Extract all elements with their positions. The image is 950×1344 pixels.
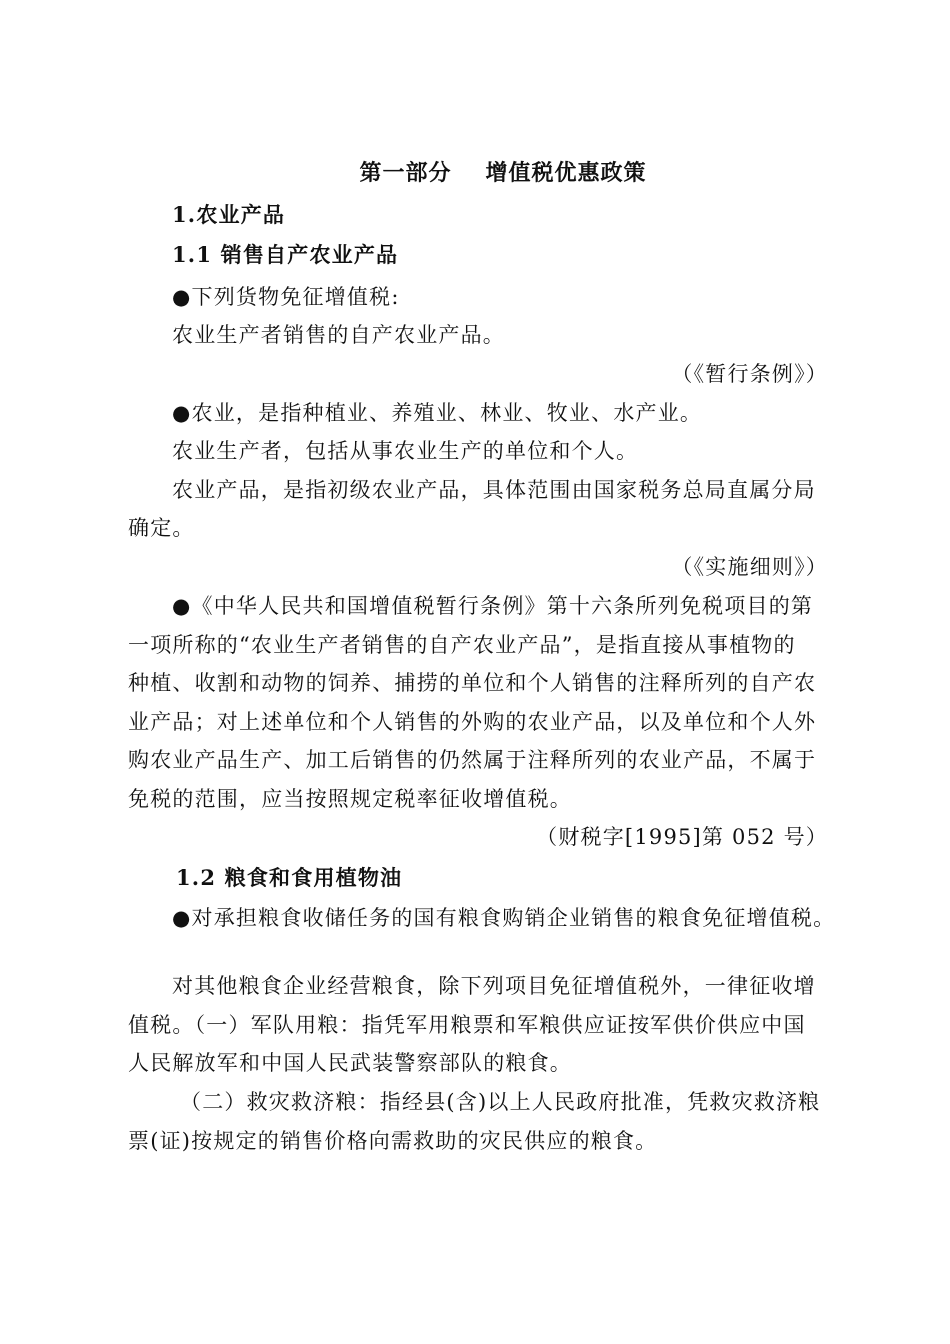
citation: （《暂行条例》） bbox=[671, 362, 828, 386]
title-main: 增值税优惠政策 bbox=[485, 160, 647, 186]
paragraph-line: 值税。（一）军队用粮：指凭军用粮票和军粮供应证按军供价供应中国 bbox=[128, 1013, 806, 1037]
page-title bbox=[0, 160, 950, 186]
paragraph-line: 种植、收割和动物的饲养、捕捞的单位和个人销售的注释所列的自产农 bbox=[128, 671, 817, 695]
title-part: 第一部分 bbox=[359, 160, 452, 186]
paragraph-line: 农业生产者销售的自产农业产品。 bbox=[172, 323, 505, 347]
paragraph-line: 农业产品，是指初级农业产品，具体范围由国家税务总局直属分局 bbox=[172, 478, 816, 502]
paragraph-line: ●对承担粮食收储任务的国有粮食购销企业销售的粮食免征增值税。 bbox=[172, 906, 836, 930]
paragraph-line: 农业生产者，包括从事农业生产的单位和个人。 bbox=[172, 439, 639, 463]
paragraph-line: ●下列货物免征增值税: bbox=[172, 285, 400, 309]
section-heading-1-2: 1.2 粮食和食用植物油 bbox=[176, 865, 403, 890]
citation: （财税字[1995]第 052 号） bbox=[536, 825, 828, 849]
paragraph-line: （二）救灾救济粮：指经县(含)以上人民政府批准，凭救灾救济粮 bbox=[180, 1090, 821, 1114]
paragraph-line: 一项所称的“农业生产者销售的自产农业产品”，是指直接从事植物的 bbox=[128, 633, 796, 657]
section-heading-1: 1.农业产品 bbox=[172, 202, 286, 227]
paragraph-line: 人民解放军和中国人民武装警察部队的粮食。 bbox=[128, 1051, 572, 1075]
paragraph-line: ●农业，是指种植业、养殖业、林业、牧业、水产业。 bbox=[172, 401, 703, 425]
citation: （《实施细则》） bbox=[671, 555, 828, 579]
paragraph-line: 票(证)按规定的销售价格向需救助的灾民供应的粮食。 bbox=[128, 1129, 658, 1153]
paragraph-line: 免税的范围，应当按照规定税率征收增值税。 bbox=[128, 787, 572, 811]
paragraph-line: 业产品；对上述单位和个人销售的外购的农业产品，以及单位和个人外 bbox=[128, 710, 817, 734]
paragraph-line: 对其他粮食企业经营粮食，除下列项目免征增值税外，一律征收增 bbox=[172, 974, 816, 998]
paragraph-line: 确定。 bbox=[128, 516, 195, 540]
paragraph-line: 购农业产品生产、加工后销售的仍然属于注释所列的农业产品，不属于 bbox=[128, 748, 817, 772]
paragraph-line: ●《中华人民共和国增值税暂行条例》第十六条所列免税项目的第 bbox=[172, 594, 814, 618]
section-heading-1-1: 1.1 销售自产农业产品 bbox=[172, 242, 399, 267]
